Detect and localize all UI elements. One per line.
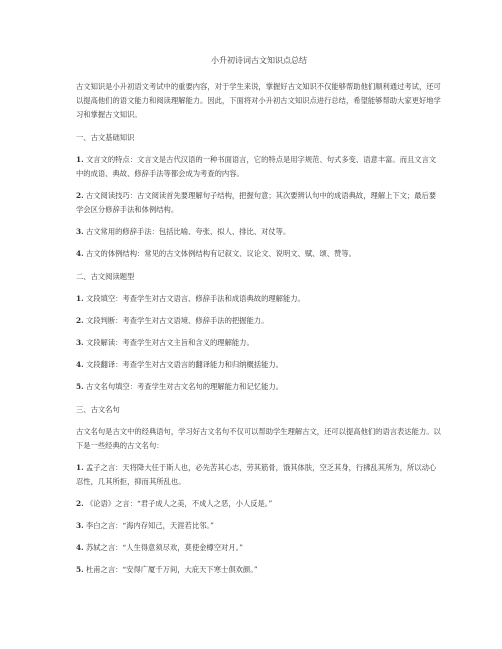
document-title: 小升初诗词古文知识点总结	[211, 56, 307, 65]
item-text: 文段翻译：考查学生对古文语言的翻译能力和归纳概括能力。	[85, 360, 283, 369]
item-text: 古文名句填空：考查学生对古文名句的理解能力和记忆能力。	[85, 382, 283, 391]
item-number: 5.	[76, 565, 84, 574]
item-number: 2.	[76, 499, 84, 508]
item-text: 古文常用的修辞手法：包括比喻、夸张、拟人、排比、对仗等。	[85, 227, 291, 236]
section-intro-paragraph: 古文名句是古文中的经典语句，学习好古文名句不仅可以帮助学生理解古文，还可以提高他们的语言表达能力。以下是一些经典的古文名句：	[76, 427, 441, 450]
list-item	[76, 461, 442, 489]
list-item	[76, 314, 442, 328]
item-number: 2.	[76, 316, 84, 325]
item-text: 古文阅读技巧：古文阅读首先要理解句子结构，把握句意；其次要辨认句中的成语典故，理解上下文；最后要学会区分修辞手法和体例结构。	[76, 191, 437, 214]
item-number: 4.	[76, 543, 84, 552]
item-text: 《论语》之言：“君子成人之美，不成人之恶，小人反是。”	[85, 499, 273, 508]
list-item	[76, 358, 442, 372]
item-number: 5.	[76, 382, 84, 391]
list-item	[76, 225, 442, 239]
item-number: 4.	[76, 360, 84, 369]
list-item	[76, 519, 442, 533]
section-heading-famous-quotes: 三、古文名句	[76, 405, 120, 414]
list-item	[76, 247, 442, 261]
list-item	[76, 153, 442, 181]
section-heading-question-types: 二、古文阅读题型	[76, 272, 135, 281]
list-item	[76, 189, 442, 217]
item-text: 杜甫之言：“安得广厦千万间，大庇天下寒士俱欢颜。”	[85, 565, 258, 574]
list-item	[76, 563, 442, 577]
section-heading-basics: 一、古文基础知识	[76, 133, 135, 142]
item-number: 3.	[76, 227, 84, 236]
list-item	[76, 336, 442, 350]
item-number: 3.	[76, 521, 84, 530]
item-text: 文段解读：考查学生对古文主旨和含义的理解能力。	[85, 338, 254, 347]
item-text: 文言文的特点：文言文是古代汉语的一种书面语言，它的特点是用字规范、句式多变、语意丰富。而且文言文中的成语、典故、修辞手法等都会成为考查的内容。	[76, 155, 437, 178]
item-text: 苏轼之言：“人生得意须尽欢，莫使金樽空对月。”	[85, 543, 243, 552]
item-text: 文段填空：考查学生对古文语言、修辞手法和成语典故的理解能力。	[85, 294, 305, 303]
item-number: 3.	[76, 338, 84, 347]
list-item	[76, 541, 442, 555]
item-number: 2.	[76, 191, 84, 200]
item-number: 1.	[76, 294, 84, 303]
list-item	[76, 292, 442, 306]
intro-paragraph: 古文知识是小升初语文考试中的重要内容，对于学生来说，掌握好古文知识不仅能够帮助他们顺利通过考试，还可以提高他们的语文能力和阅读理解能力。因此，下面将对小升初古文知识点进行总结，希望能够帮助大家更好地学习和掌握古文知识。	[76, 82, 441, 119]
item-number: 1.	[76, 463, 84, 472]
item-text: 古文的体例结构：常见的古文体例结构有记叙文、议论文、说明文、赋、颂、赞等。	[85, 249, 356, 258]
item-text: 李白之言：“海内存知己，天涯若比邻。”	[85, 521, 214, 530]
list-item	[76, 497, 442, 511]
list-item	[76, 380, 442, 394]
item-number: 4.	[76, 249, 84, 258]
item-text: 孟子之言：天将降大任于斯人也，必先苦其心志，劳其筋骨，饿其体肤，空乏其身，行拂乱其所为，所以动心忍性，几其所拒，抑而其所乱也。	[76, 463, 437, 486]
item-number: 1.	[76, 155, 84, 164]
item-text: 文段判断：考查学生对古文语境、修辞手法的把握能力。	[85, 316, 269, 325]
